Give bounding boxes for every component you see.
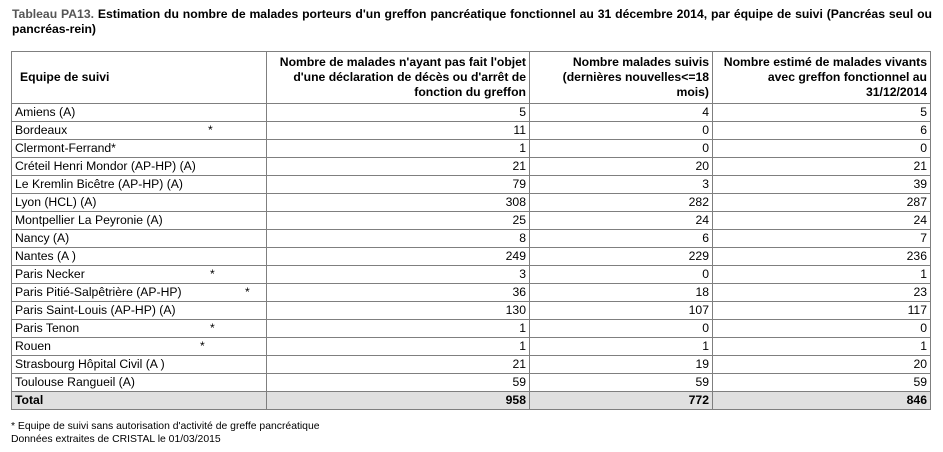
declared-cell-text: 3 — [519, 267, 526, 281]
table-row — [12, 338, 931, 356]
declared-cell — [267, 194, 530, 212]
team-cell — [12, 302, 267, 320]
total-estimated: 846 — [713, 392, 931, 410]
estimated-cell-text: 39 — [913, 177, 927, 191]
estimated-cell — [713, 248, 931, 266]
followed-cell — [530, 356, 713, 374]
followed-cell — [530, 374, 713, 392]
declared-cell — [267, 284, 530, 302]
declared-cell — [267, 104, 530, 122]
followed-cell-text: 1 — [702, 339, 709, 353]
followed-cell-text: 20 — [695, 159, 709, 173]
estimated-cell-text: 236 — [906, 249, 927, 263]
followed-cell — [530, 320, 713, 338]
table-row — [12, 176, 931, 194]
declared-cell — [267, 158, 530, 176]
estimated-cell — [713, 302, 931, 320]
header-estimated: Nombre estimé de malades vivants avec greffon fonctionnel au 31/12/2014 — [713, 52, 931, 104]
declared-cell-text: 308 — [505, 195, 526, 209]
table-row — [12, 266, 931, 284]
team-cell — [12, 158, 267, 176]
header-team: Equipe de suivi — [12, 52, 267, 104]
followed-cell — [530, 248, 713, 266]
table-number: Tableau PA13. — [12, 7, 94, 21]
team-cell-text: Clermont-Ferrand* — [15, 141, 116, 155]
followed-cell — [530, 212, 713, 230]
followed-cell-text: 59 — [695, 375, 709, 389]
team-cell — [12, 374, 267, 392]
declared-cell-text: 21 — [512, 159, 526, 173]
table-title — [12, 7, 932, 37]
team-cell-text: Nantes (A ) — [15, 249, 76, 263]
team-cell-text: Paris Tenon — [15, 321, 80, 335]
estimated-cell-text: 21 — [913, 159, 927, 173]
declared-cell — [267, 302, 530, 320]
estimated-cell — [713, 320, 931, 338]
header-followed: Nombre malades suivis (dernières nouvelles<=18 mois) — [530, 52, 713, 104]
declared-cell — [267, 230, 530, 248]
team-cell-text: Le Kremlin Bicêtre (AP-HP) (A) — [15, 177, 183, 191]
estimated-cell — [713, 194, 931, 212]
table-row — [12, 194, 931, 212]
data-table — [11, 51, 931, 410]
followed-cell-text: 282 — [688, 195, 709, 209]
team-cell-text: Lyon (HCL) (A) — [15, 195, 97, 209]
table-row — [12, 212, 931, 230]
header-row — [12, 52, 931, 104]
table-row — [12, 248, 931, 266]
team-cell — [12, 212, 267, 230]
declared-cell-text: 79 — [512, 177, 526, 191]
no-authorization-star: * — [208, 123, 213, 137]
team-cell-text: Toulouse Rangueil (A) — [15, 375, 135, 389]
followed-cell — [530, 176, 713, 194]
estimated-cell — [713, 284, 931, 302]
team-cell-text: Créteil Henri Mondor (AP-HP) (A) — [15, 159, 196, 173]
followed-cell-text: 0 — [702, 141, 709, 155]
declared-cell-text: 59 — [512, 375, 526, 389]
team-cell-text: Strasbourg Hôpital Civil (A ) — [15, 357, 165, 371]
declared-cell — [267, 356, 530, 374]
followed-cell-text: 19 — [695, 357, 709, 371]
estimated-cell-text: 5 — [920, 105, 927, 119]
team-cell-text: Rouen — [15, 339, 51, 353]
team-cell-text: Paris Saint-Louis (AP-HP) (A) — [15, 303, 176, 317]
team-cell — [12, 104, 267, 122]
team-cell — [12, 248, 267, 266]
table-row — [12, 158, 931, 176]
estimated-cell-text: 23 — [913, 285, 927, 299]
table-row — [12, 140, 931, 158]
declared-cell — [267, 122, 530, 140]
team-cell — [12, 266, 267, 284]
declared-cell — [267, 212, 530, 230]
estimated-cell — [713, 230, 931, 248]
followed-cell — [530, 302, 713, 320]
declared-cell — [267, 248, 530, 266]
estimated-cell-text: 0 — [920, 141, 927, 155]
followed-cell-text: 0 — [702, 321, 709, 335]
table-row — [12, 374, 931, 392]
declared-cell-text: 25 — [512, 213, 526, 227]
estimated-cell — [713, 122, 931, 140]
table-caption: Estimation du nombre de malades porteurs d'un greffon pancréatique fonctionnel au 31 décembre 2014, par équipe de suivi (Pancréas seul ou pancréas-rein) — [12, 7, 932, 36]
followed-cell — [530, 230, 713, 248]
estimated-cell — [713, 266, 931, 284]
team-cell — [12, 320, 267, 338]
followed-cell — [530, 266, 713, 284]
declared-cell — [267, 176, 530, 194]
estimated-cell-text: 6 — [920, 123, 927, 137]
team-cell-text: Paris Necker — [15, 267, 85, 281]
estimated-cell — [713, 104, 931, 122]
declared-cell — [267, 266, 530, 284]
declared-cell — [267, 374, 530, 392]
team-cell-text: Bordeaux — [15, 123, 68, 137]
declared-cell-text: 36 — [512, 285, 526, 299]
team-cell — [12, 140, 267, 158]
declared-cell-text: 249 — [505, 249, 526, 263]
estimated-cell-text: 24 — [913, 213, 927, 227]
table-row — [12, 230, 931, 248]
followed-cell — [530, 122, 713, 140]
declared-cell — [267, 338, 530, 356]
team-cell — [12, 176, 267, 194]
declared-cell-text: 1 — [519, 321, 526, 335]
followed-cell — [530, 158, 713, 176]
no-authorization-star: * — [210, 267, 215, 281]
followed-cell-text: 18 — [695, 285, 709, 299]
team-cell-text: Montpellier La Peyronie (A) — [15, 213, 163, 227]
followed-cell-text: 229 — [688, 249, 709, 263]
estimated-cell — [713, 356, 931, 374]
estimated-cell — [713, 338, 931, 356]
followed-cell-text: 24 — [695, 213, 709, 227]
footnote-source: Données extraites de CRISTAL le 01/03/2015 — [11, 434, 221, 445]
estimated-cell — [713, 374, 931, 392]
table-row — [12, 104, 931, 122]
estimated-cell — [713, 140, 931, 158]
table-row — [12, 302, 931, 320]
team-cell — [12, 338, 267, 356]
estimated-cell — [713, 176, 931, 194]
team-cell — [12, 284, 267, 302]
team-cell — [12, 356, 267, 374]
no-authorization-star: * — [245, 285, 250, 299]
declared-cell-text: 11 — [513, 123, 526, 137]
team-cell — [12, 122, 267, 140]
team-cell — [12, 194, 267, 212]
estimated-cell — [713, 158, 931, 176]
declared-cell — [267, 140, 530, 158]
no-authorization-star: * — [200, 339, 205, 353]
team-cell-text: Amiens (A) — [15, 105, 76, 119]
followed-cell-text: 0 — [702, 123, 709, 137]
total-row — [12, 392, 931, 410]
table-body — [12, 104, 931, 410]
table-row — [12, 356, 931, 374]
followed-cell-text: 6 — [702, 231, 709, 245]
declared-cell-text: 1 — [519, 339, 526, 353]
followed-cell-text: 0 — [702, 267, 709, 281]
followed-cell-text: 3 — [702, 177, 709, 191]
total-declared: 958 — [267, 392, 530, 410]
header-declared: Nombre de malades n'ayant pas fait l'objet d'une déclaration de décès ou d'arrêt de fonction du greffon — [267, 52, 530, 104]
estimated-cell-text: 1 — [920, 339, 927, 353]
declared-cell-text: 130 — [505, 303, 526, 317]
followed-cell — [530, 284, 713, 302]
table-row — [12, 320, 931, 338]
estimated-cell-text: 1 — [920, 267, 927, 281]
footnote-star: * Equipe de suivi sans autorisation d'activité de greffe pancréatique — [11, 421, 320, 432]
estimated-cell-text: 0 — [920, 321, 927, 335]
no-authorization-star: * — [210, 321, 215, 335]
followed-cell — [530, 194, 713, 212]
estimated-cell — [713, 212, 931, 230]
declared-cell-text: 1 — [519, 141, 526, 155]
estimated-cell-text: 287 — [906, 195, 927, 209]
estimated-cell-text: 59 — [913, 375, 927, 389]
total-label: Total — [12, 392, 267, 410]
total-followed: 772 — [530, 392, 713, 410]
declared-cell-text: 21 — [512, 357, 526, 371]
team-cell-text: Nancy (A) — [15, 231, 70, 245]
declared-cell-text: 8 — [519, 231, 526, 245]
team-cell — [12, 230, 267, 248]
followed-cell — [530, 338, 713, 356]
followed-cell — [530, 140, 713, 158]
followed-cell-text: 107 — [688, 303, 709, 317]
followed-cell — [530, 104, 713, 122]
estimated-cell-text: 117 — [907, 303, 927, 317]
team-cell-text: Paris Pitié-Salpêtrière (AP-HP) — [15, 285, 182, 299]
estimated-cell-text: 7 — [920, 231, 927, 245]
declared-cell-text: 5 — [519, 105, 526, 119]
table-row — [12, 284, 931, 302]
estimated-cell-text: 20 — [913, 357, 927, 371]
declared-cell — [267, 320, 530, 338]
table-row — [12, 122, 931, 140]
followed-cell-text: 4 — [702, 105, 709, 119]
